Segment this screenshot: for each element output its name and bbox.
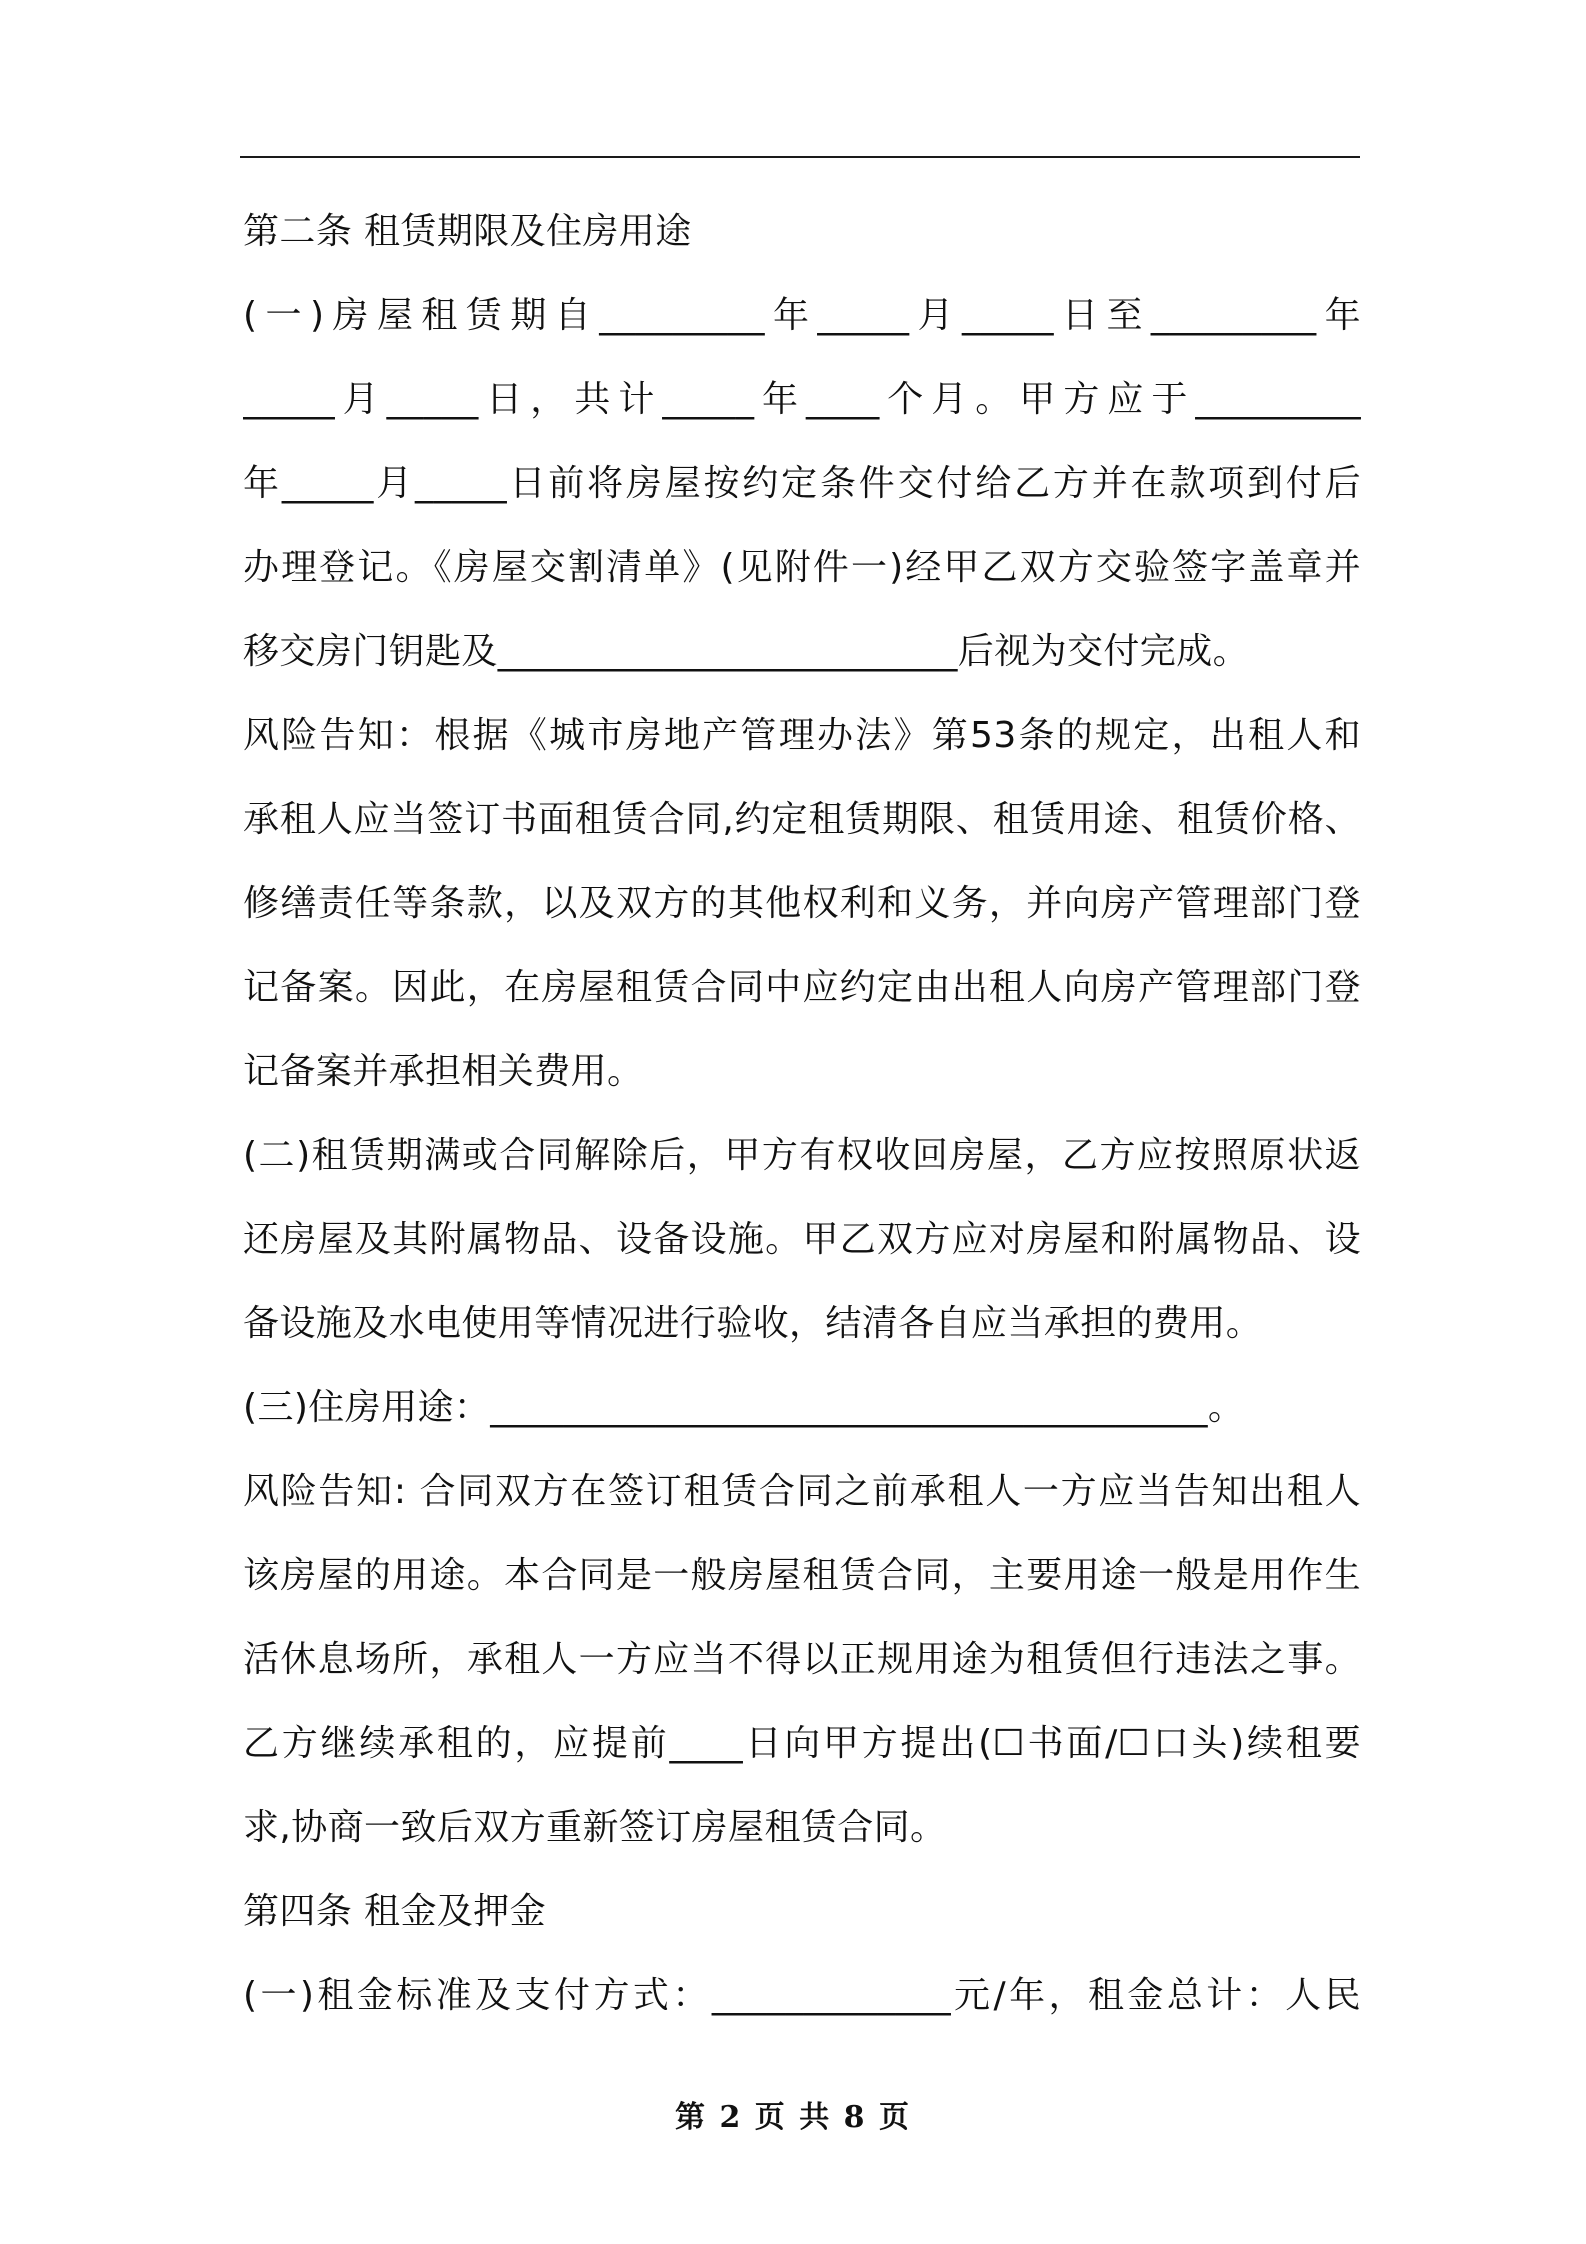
risk-notice-line: 记备案并承担相关费用。 <box>243 1051 644 1092</box>
body-line: _____月_____日，共计_____年____个月。甲方应于_________ <box>243 379 1361 420</box>
risk-notice-line: 风险告知：根据《城市房地产管理办法》第53条的规定，出租人和 <box>243 715 1361 756</box>
body-line: 乙方继续承租的，应提前____日向甲方提出(☐书面/☐口头)续租要 <box>243 1723 1361 1764</box>
body-line: 备设施及水电使用等情况进行验收，结清各自应当承担的费用。 <box>243 1303 1263 1344</box>
risk-notice-line: 承租人应当签订书面租赁合同,约定租赁期限、租赁用途、租赁价格、 <box>243 799 1361 840</box>
page-footer: 第 2 页 共 8 页 <box>675 2100 911 2135</box>
body-line: 年_____月_____日前将房屋按约定条件交付给乙方并在款项到付后 <box>243 463 1361 504</box>
body-line: 办理登记。《房屋交割清单》(见附件一)经甲乙双方交验签字盖章并 <box>243 547 1361 588</box>
body-line: (一)租金标准及支付方式：_____________元/年，租金总计：人民 <box>243 1975 1361 2016</box>
article-4-heading: 第四条 租金及押金 <box>243 1891 547 1932</box>
risk-notice-line: 风险告知: 合同双方在签订租赁合同之前承租人一方应当告知出租人 <box>243 1471 1361 1512</box>
header-rule <box>240 156 1360 158</box>
risk-notice-line: 该房屋的用途。本合同是一般房屋租赁合同，主要用途一般是用作生 <box>243 1555 1361 1596</box>
body-line: 求,协商一致后双方重新签订房屋租赁合同。 <box>243 1807 947 1848</box>
body-line: (一)房屋租赁期自_________年_____月_____日至_________年 <box>243 295 1361 336</box>
body-line: 移交房门钥匙及_________________________后视为交付完成。 <box>243 631 1249 672</box>
risk-notice-line: 记备案。因此，在房屋租赁合同中应约定由出租人向房产管理部门登 <box>243 967 1361 1008</box>
risk-notice-line: 活休息场所，承租人一方应当不得以正规用途为租赁但行违法之事。 <box>243 1639 1361 1680</box>
article-2-heading: 第二条 租赁期限及住房用途 <box>243 211 692 252</box>
risk-notice-line: 修缮责任等条款，以及双方的其他权利和义务，并向房产管理部门登 <box>243 883 1361 924</box>
document-body <box>243 190 1361 2038</box>
body-line: (三)住房用途：_______________________________________。 <box>243 1387 1245 1428</box>
body-line: 还房屋及其附属物品、设备设施。甲乙双方应对房屋和附属物品、设 <box>243 1219 1361 1260</box>
body-line: (二)租赁期满或合同解除后，甲方有权收回房屋，乙方应按照原状返 <box>243 1135 1361 1176</box>
